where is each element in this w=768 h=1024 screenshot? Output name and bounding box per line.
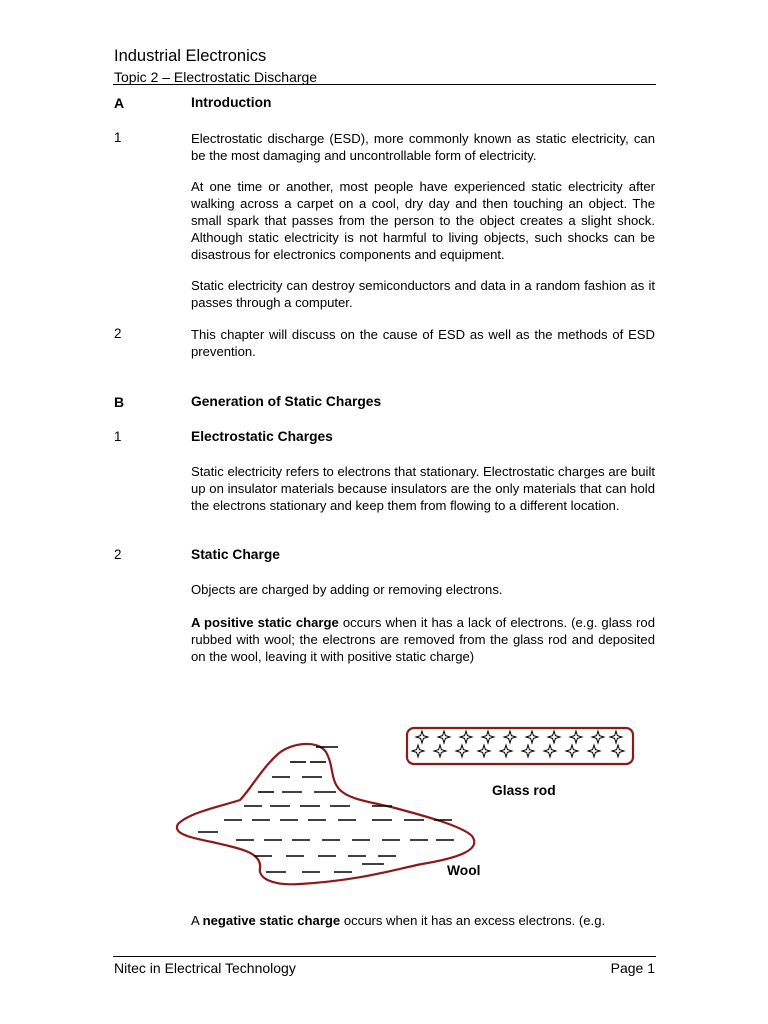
section-a-paragraph-1: Electrostatic discharge (ESD), more commonly known as static electricity, can be the most damaging and uncontrollable form of electricity.	[191, 131, 655, 163]
section-a-paragraph-2: At one time or another, most people have experienced static electricity after walking across a carpet on a cool, dry day and then touching an object. The small spark that passes from the person to the object creates a slight shock. Although static electricity is not harmful to living objects, such shocks can be disastrous for electronics components and equipment.	[191, 179, 655, 262]
positive-charge-term: A positive static charge	[191, 615, 339, 630]
wool-label: Wool	[447, 863, 481, 878]
negative-charge-prefix: A	[191, 913, 203, 928]
section-a-heading: Introduction	[191, 95, 272, 110]
section-b-heading: Generation of Static Charges	[191, 394, 382, 409]
negative-charges	[198, 747, 454, 872]
plus-charge-star-icon	[544, 745, 556, 757]
footer-divider	[113, 956, 656, 957]
negative-charge-paragraph	[191, 912, 655, 929]
plus-charge-star-icon	[416, 731, 428, 743]
section-b-item-1-number: 1	[114, 429, 122, 444]
document-title: Industrial Electronics	[114, 47, 267, 65]
footer-course: Nitec in Electrical Technology	[114, 960, 296, 976]
plus-charge-star-icon	[482, 731, 494, 743]
plus-charge-star-icon	[460, 731, 472, 743]
plus-charge-star-icon	[504, 731, 516, 743]
plus-charge-star-icon	[478, 745, 490, 757]
plus-charge-star-icon	[456, 745, 468, 757]
plus-charge-star-icon	[588, 745, 600, 757]
section-a-paragraph-4: This chapter will discuss on the cause of ESD as well as the methods of ESD prevention.	[191, 327, 655, 359]
electrostatic-charges-paragraph: Static electricity refers to electrons that stationary. Electrostatic charges are built up on insulator materials because insulators are the only materials that can hold the electrons stationary and keep them from flowing to a different location.	[191, 464, 655, 513]
static-charge-heading: Static Charge	[191, 547, 280, 562]
plus-charge-star-icon	[566, 745, 578, 757]
positive-charge-description: occurs when it has a lack of electrons. (e.g. glass rod rubbed with wool; the electrons are removed from the glass rod and deposited on the wool, leaving it with positive static charge)	[191, 615, 655, 664]
section-a-item-2-number: 2	[114, 326, 122, 341]
plus-charge-star-icon	[548, 731, 560, 743]
plus-charge-star-icon	[434, 745, 446, 757]
plus-charge-star-icon	[610, 731, 622, 743]
plus-charge-star-icon	[500, 745, 512, 757]
static-charge-paragraph: Objects are charged by adding or removing electrons.	[191, 582, 503, 597]
section-b-item-2-number: 2	[114, 547, 122, 562]
electrostatic-charges-heading: Electrostatic Charges	[191, 429, 333, 444]
document-subtitle: Topic 2 – Electrostatic Discharge	[114, 69, 318, 85]
plus-charge-star-icon	[592, 731, 604, 743]
section-a-item-1-number: 1	[114, 130, 122, 145]
footer-page-number: Page 1	[610, 960, 655, 976]
plus-charge-star-icon	[570, 731, 582, 743]
negative-charge-term: negative static charge	[202, 913, 341, 928]
positive-charges	[412, 731, 624, 757]
plus-charge-star-icon	[412, 745, 424, 757]
plus-charge-star-icon	[612, 745, 624, 757]
section-a-paragraph-3: Static electricity can destroy semiconductors and data in a random fashion as it passes through a computer.	[191, 278, 655, 310]
section-a-letter: A	[114, 95, 125, 111]
plus-charge-star-icon	[522, 745, 534, 757]
negative-charge-description: occurs when it has an excess electrons. (e.g.	[340, 913, 606, 928]
plus-charge-star-icon	[526, 731, 538, 743]
section-b-letter: B	[114, 394, 125, 410]
glass-rod-label: Glass rod	[492, 783, 556, 798]
plus-charge-star-icon	[438, 731, 450, 743]
